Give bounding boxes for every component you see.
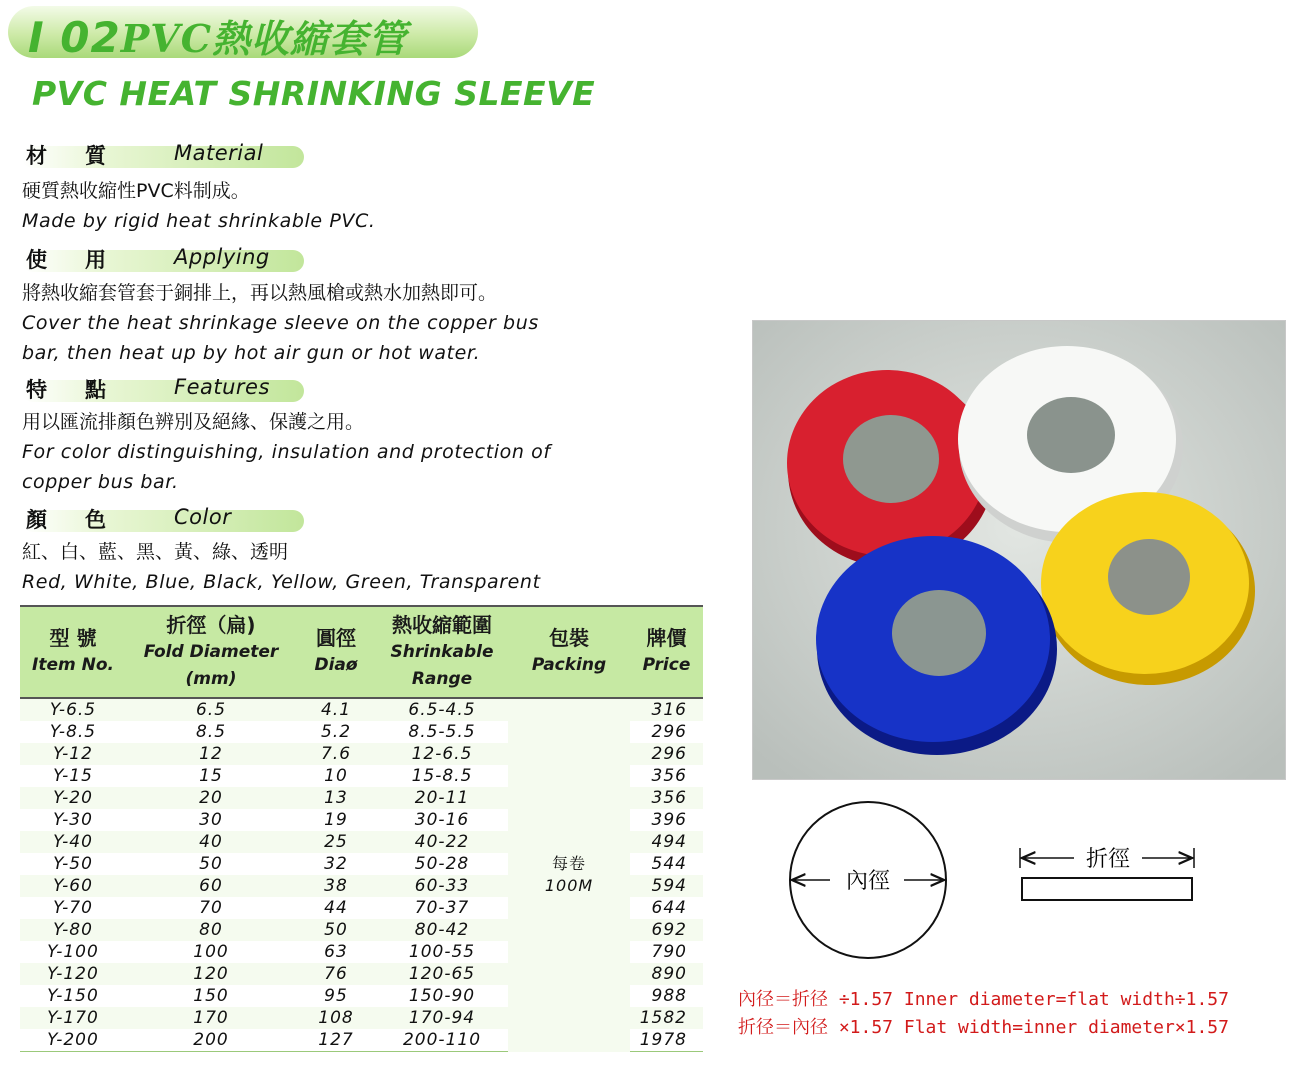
section-features-body (22, 407, 551, 497)
cell-item-no: Y-12 (53, 744, 93, 764)
cell-shrink-range: 70-37 (414, 898, 470, 918)
cell-fold-diameter: 50 (199, 854, 223, 874)
cell-item-no: Y-30 (53, 810, 93, 830)
dimension-diagram (720, 790, 1280, 980)
cell-fold-diameter: 20 (199, 788, 223, 808)
spec-table (20, 605, 703, 1052)
cell-diameter: 108 (318, 1008, 354, 1028)
table-header-row (20, 606, 703, 698)
section-title-en: Material (174, 141, 264, 165)
table-row (20, 698, 703, 721)
section-title-en: Applying (174, 245, 270, 269)
cell-packing (508, 698, 630, 1052)
cell-diameter: 63 (324, 942, 348, 962)
cell-price: 356 (651, 766, 687, 786)
cell-shrink-range: 20-11 (414, 788, 470, 808)
cell-diameter: 13 (324, 788, 348, 808)
cell-shrink-range: 80-42 (414, 920, 470, 940)
cell-diameter: 5.2 (320, 722, 352, 742)
formula-inner-diameter: 內径＝折径 ÷1.57 Inner diameter=flat width÷1.57 (738, 989, 1229, 1010)
col-fold-diameter: 折徑（扁) Fold Diameter (mm) (126, 606, 296, 698)
col-price: 牌價 Price (630, 606, 703, 698)
cell-price: 396 (651, 810, 687, 830)
body-line-en: bar, then heat up by hot air gun or hot water. (22, 342, 481, 364)
section-title-zh: 特點 (26, 378, 144, 402)
cell-item-no: Y-6.5 (49, 700, 97, 720)
cell-shrink-range: 200-110 (376, 1029, 508, 1052)
title-zh: PVC熱收縮套管 (120, 16, 408, 61)
cell-fold-diameter: 30 (199, 810, 223, 830)
cell-price: 544 (651, 854, 687, 874)
cell-item-no: Y-20 (53, 788, 93, 808)
cell-item-no: Y-8.5 (49, 722, 97, 742)
cell-price: 1978 (630, 1029, 703, 1052)
cell-fold-diameter: 60 (199, 876, 223, 896)
cell-diameter: 19 (324, 810, 348, 830)
cell-shrink-range: 8.5-5.5 (408, 722, 476, 742)
cell-price: 1582 (639, 1008, 687, 1028)
cell-shrink-range: 100-55 (408, 942, 476, 962)
cell-price: 356 (651, 788, 687, 808)
cell-fold-diameter: 6.5 (195, 700, 227, 720)
cell-shrink-range: 170-94 (408, 1008, 476, 1028)
cell-fold-diameter: 150 (193, 986, 229, 1006)
cell-shrink-range: 40-22 (414, 832, 470, 852)
cell-price: 296 (651, 722, 687, 742)
cell-item-no: Y-170 (47, 1008, 99, 1028)
section-title-en: Color (174, 505, 232, 529)
body-line-en: For color distinguishing, insulation and protection of (22, 441, 551, 463)
page-subtitle: PVC HEAT SHRINKING SLEEVE (32, 74, 596, 113)
body-line-en: copper bus bar. (22, 471, 179, 493)
cell-diameter: 7.6 (320, 744, 352, 764)
cell-price: 316 (651, 700, 687, 720)
cell-price: 594 (651, 876, 687, 896)
body-line-en: Red, White, Blue, Black, Yellow, Green, Transparent (22, 571, 541, 593)
section-title-zh: 材質 (26, 144, 144, 168)
page-title (28, 8, 407, 63)
cell-shrink-range: 6.5-4.5 (408, 700, 476, 720)
cell-diameter: 25 (324, 832, 348, 852)
body-line-en: Made by rigid heat shrinkable PVC. (22, 210, 376, 232)
col-diameter: 圓徑 Diaø (296, 606, 376, 698)
cell-fold-diameter: 15 (199, 766, 223, 786)
cell-price: 692 (651, 920, 687, 940)
cell-fold-diameter: 170 (193, 1008, 229, 1028)
section-title-en: Features (174, 375, 270, 399)
cell-price: 644 (651, 898, 687, 918)
cell-diameter: 95 (324, 986, 348, 1006)
cell-diameter: 127 (296, 1029, 376, 1052)
cell-diameter: 10 (324, 766, 348, 786)
cell-diameter: 38 (324, 876, 348, 896)
cell-shrink-range: 150-90 (408, 986, 476, 1006)
packing-en: 100M (544, 876, 594, 896)
packing-zh: 每卷 (551, 854, 586, 874)
section-title-zh: 顏色 (26, 508, 144, 532)
flat-sleeve-rect (1022, 878, 1192, 900)
cell-shrink-range: 50-28 (414, 854, 470, 874)
cell-diameter: 32 (324, 854, 348, 874)
inner-diameter-label: 內徑 (845, 869, 891, 894)
section-color-heading (22, 504, 304, 534)
cell-diameter: 50 (324, 920, 348, 940)
table-body (20, 698, 703, 1052)
cell-item-no: Y-120 (47, 964, 99, 984)
cell-diameter: 4.1 (320, 700, 352, 720)
col-packing: 包裝 Packing (508, 606, 630, 698)
cell-shrink-range: 15-8.5 (411, 766, 473, 786)
title-code: I 02 (28, 13, 121, 62)
cell-price: 988 (651, 986, 687, 1006)
section-title-zh: 使用 (26, 248, 144, 272)
cell-price: 494 (651, 832, 687, 852)
cell-fold-diameter: 70 (199, 898, 223, 918)
cell-fold-diameter: 12 (199, 744, 223, 764)
cell-fold-diameter: 40 (199, 832, 223, 852)
cell-fold-diameter: 80 (199, 920, 223, 940)
cell-shrink-range: 120-65 (408, 964, 476, 984)
cell-shrink-range: 30-16 (414, 810, 470, 830)
section-features-heading (22, 374, 304, 404)
cell-item-no: Y-60 (53, 876, 93, 896)
body-line-zh: 用以匯流排顏色辨別及絕緣、保護之用。 (22, 411, 365, 433)
col-shrink-range: 熱收縮範圍 Shrinkable Range (376, 606, 508, 698)
section-color-body (22, 537, 541, 597)
section-material-body (22, 176, 376, 236)
cell-item-no: Y-150 (47, 986, 99, 1006)
cell-fold-diameter: 8.5 (195, 722, 227, 742)
cell-fold-diameter: 120 (193, 964, 229, 984)
cell-fold-diameter: 100 (193, 942, 229, 962)
cell-fold-diameter: 200 (126, 1029, 296, 1052)
cell-item-no: Y-70 (53, 898, 93, 918)
cell-shrink-range: 60-33 (414, 876, 470, 896)
body-line-zh: 將熱收縮套管套于銅排上，再以熱風槍或熱水加熱即可。 (22, 282, 498, 304)
section-material-heading (22, 140, 304, 170)
fold-diameter-label: 折徑 (1085, 847, 1131, 872)
cell-diameter: 76 (324, 964, 348, 984)
section-applying-heading (22, 244, 304, 274)
cell-item-no: Y-200 (20, 1029, 126, 1052)
cell-price: 790 (651, 942, 687, 962)
cell-item-no: Y-15 (53, 766, 93, 786)
cell-item-no: Y-50 (53, 854, 93, 874)
col-item-no: 型 號 Item No. (20, 606, 126, 698)
section-applying-body (22, 278, 539, 368)
formula-flat-width: 折径＝內径 ×1.57 Flat width=inner diameter×1.57 (738, 1017, 1229, 1038)
cell-price: 296 (651, 744, 687, 764)
body-line-en: Cover the heat shrinkage sleeve on the copper bus (22, 312, 539, 334)
body-line-zh: 紅、白、藍、黑、黃、綠、透明 (22, 541, 289, 563)
cell-price: 890 (651, 964, 687, 984)
body-line-zh: 硬質熱收縮性PVC料制成。 (22, 180, 250, 202)
cell-item-no: Y-80 (53, 920, 93, 940)
cell-item-no: Y-100 (47, 942, 99, 962)
cell-shrink-range: 12-6.5 (411, 744, 473, 764)
cell-diameter: 44 (324, 898, 348, 918)
cell-item-no: Y-40 (53, 832, 93, 852)
product-photo (752, 320, 1286, 780)
